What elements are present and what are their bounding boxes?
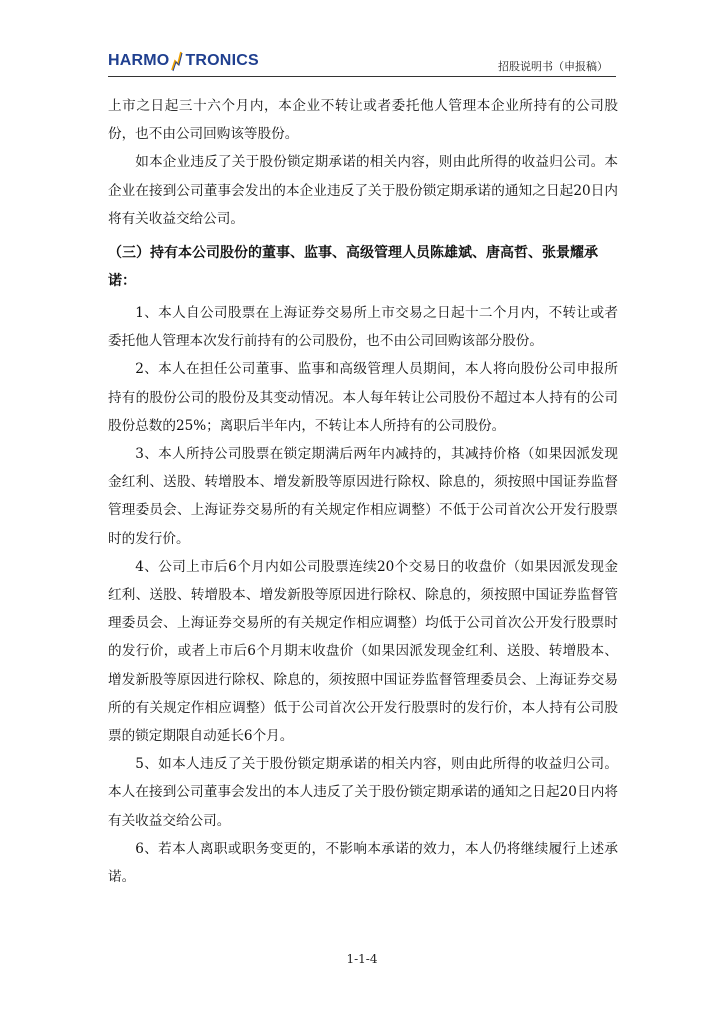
document-type-label: 招股说明书（申报稿） bbox=[498, 60, 608, 73]
logo-text-right: TRONICS bbox=[185, 52, 259, 69]
commitment-item-2: 2、本人在担任公司董事、监事和高级管理人员期间，本人将向股份公司申报所持有的股份公司的股份及其变动情况。本人每年转让公司股份不超过本人持有的公司股份总数的25%；离职后半年内，不转让本人所持有的公司股份。 bbox=[108, 361, 618, 434]
paragraph-lockup-continued: 上市之日起三十六个月内，本企业不转让或者委托他人管理本企业所持有的公司股份，也不由公司回购该等股份。 bbox=[108, 98, 618, 143]
paragraph-breach-clause: 如本企业违反了关于股份锁定期承诺的相关内容，则由此所得的收益归公司。本企业在接到公司董事会发出的本企业违反了关于股份锁定期承诺的通知之日起20日内将有关收益交给公司。 bbox=[108, 154, 618, 227]
bolt-mark-icon bbox=[170, 50, 184, 72]
commitment-item-5: 5、如本人违反了关于股份锁定期承诺的相关内容，则由此所得的收益归公司。本人在接到公司董事会发出的本人违反了关于股份锁定期承诺的通知之日起20日内将有关收益交给公司。 bbox=[108, 756, 618, 829]
page-header bbox=[108, 48, 616, 80]
page-number: 1-1-4 bbox=[346, 952, 378, 966]
logo-text-left: HARMO bbox=[108, 52, 170, 69]
company-logo bbox=[108, 50, 259, 72]
commitment-item-3: 3、本人所持公司股票在锁定期满后两年内减持的，其减持价格（如果因派发现金红利、送股、转增股本、增发新股等原因进行除权、除息的，须按照中国证券监督管理委员会、上海证券交易所的有关规定作相应调整）不低于公司首次公开发行股票时的发行价。 bbox=[108, 446, 618, 547]
header-divider bbox=[108, 76, 616, 77]
commitment-item-1: 1、本人自公司股票在上海证券交易所上市交易之日起十二个月内，不转让或者委托他人管理本次发行前持有的公司股份，也不由公司回购该部分股份。 bbox=[108, 305, 618, 350]
commitment-item-6: 6、若本人离职或职务变更的，不影响本承诺的效力，本人仍将继续履行上述承诺。 bbox=[108, 840, 618, 886]
section-heading: （三）持有本公司股份的董事、监事、高级管理人员陈雄斌、唐高哲、张景耀承诺： bbox=[108, 245, 598, 290]
document-body bbox=[108, 92, 618, 891]
commitment-item-4: 4、公司上市后6个月内如公司股票连续20个交易日的收盘价（如果因派发现金红利、送股、转增股本、增发新股等原因进行除权、除息的，须按照中国证券监督管理委员会、上海证券交易所的有关规定作相应调整）均低于公司首次公开发行股票时的发行价，或者上市后6个月期末收盘价（如果因派发现金红利、送股、转增股本、增发新股等原因进行除权、除息的，须按照中国证券监督管理委员会、上海证券交易所的有关规定作相应调整）低于公司首次公开发行股票时的发行价，本人持有公司股票的锁定期限自动延长6个月。 bbox=[108, 558, 618, 745]
